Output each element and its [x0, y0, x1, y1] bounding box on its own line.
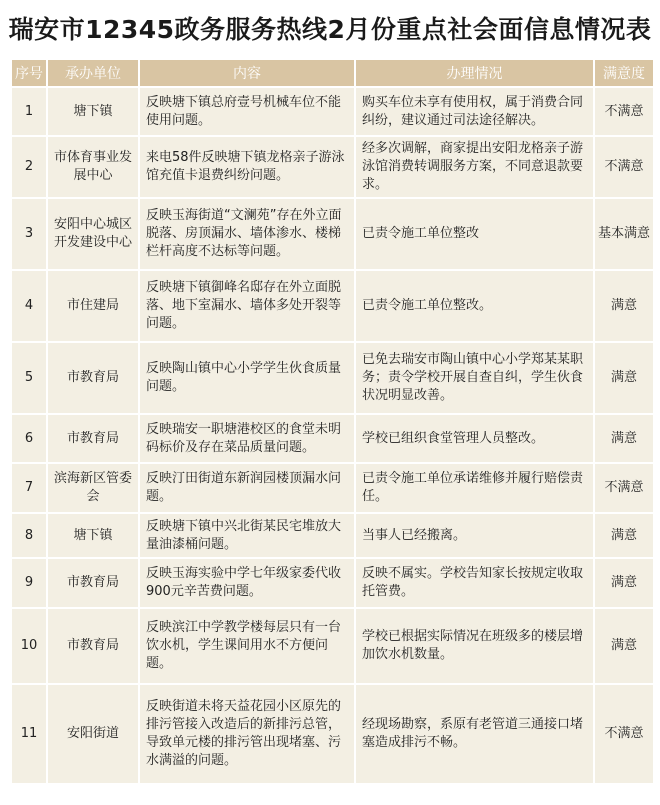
row-content: 反映瑞安一职塘港校区的食堂未明码标价及存在菜品质量问题。 — [139, 414, 355, 463]
row-number: 11 — [11, 684, 47, 784]
row-handling: 经现场勘察，系原有老管道三通接口堵塞造成排污不畅。 — [355, 684, 594, 784]
table-row — [11, 414, 654, 463]
header-unit: 承办单位 — [47, 59, 139, 87]
header-number: 序号 — [11, 59, 47, 87]
row-number: 9 — [11, 558, 47, 608]
row-number: 5 — [11, 342, 47, 414]
table-row — [11, 136, 654, 198]
row-content: 反映玉海实验中学七年级家委代收900元辛苦费问题。 — [139, 558, 355, 608]
row-content: 反映陶山镇中心小学学生伙食质量问题。 — [139, 342, 355, 414]
header-handling: 办理情况 — [355, 59, 594, 87]
table-row — [11, 558, 654, 608]
row-handling: 已责令施工单位整改。 — [355, 270, 594, 342]
table-row — [11, 463, 654, 513]
row-satisfaction: 满意 — [594, 513, 654, 558]
table-row — [11, 513, 654, 558]
row-number: 7 — [11, 463, 47, 513]
row-content: 反映塘下镇中兴北街某民宅堆放大量油漆桶问题。 — [139, 513, 355, 558]
row-content: 反映滨江中学教学楼每层只有一台饮水机，学生课间用水不方便问题。 — [139, 608, 355, 684]
row-handling: 已责令施工单位承诺维修并履行赔偿责任。 — [355, 463, 594, 513]
row-number: 2 — [11, 136, 47, 198]
row-number: 4 — [11, 270, 47, 342]
table-row — [11, 87, 654, 136]
row-handling: 购买车位未享有使用权，属于消费合同纠纷，建议通过司法途径解决。 — [355, 87, 594, 136]
row-handling: 反映不属实。学校告知家长按规定收取托管费。 — [355, 558, 594, 608]
row-satisfaction: 不满意 — [594, 87, 654, 136]
row-unit: 塘下镇 — [47, 87, 139, 136]
row-unit: 市教育局 — [47, 608, 139, 684]
row-satisfaction: 不满意 — [594, 463, 654, 513]
table-row — [11, 342, 654, 414]
row-unit: 安阳中心城区开发建设中心 — [47, 198, 139, 270]
row-content: 反映汀田街道东新润园楼顶漏水问题。 — [139, 463, 355, 513]
row-handling: 当事人已经搬离。 — [355, 513, 594, 558]
table-row — [11, 198, 654, 270]
header-content: 内容 — [139, 59, 355, 87]
row-satisfaction: 不满意 — [594, 136, 654, 198]
row-handling: 已责令施工单位整改 — [355, 198, 594, 270]
row-content: 来电58件反映塘下镇龙格亲子游泳馆充值卡退费纠纷问题。 — [139, 136, 355, 198]
row-unit: 市住建局 — [47, 270, 139, 342]
info-table — [10, 58, 655, 785]
row-unit: 市教育局 — [47, 342, 139, 414]
row-number: 6 — [11, 414, 47, 463]
row-handling: 经多次调解，商家提出安阳龙格亲子游泳馆消费转调服务方案，不同意退款要求。 — [355, 136, 594, 198]
header-satisfaction: 满意度 — [594, 59, 654, 87]
table-row — [11, 270, 654, 342]
row-satisfaction: 满意 — [594, 608, 654, 684]
row-number: 10 — [11, 608, 47, 684]
page-title: 瑞安市12345政务服务热线2月份重点社会面信息情况表 — [8, 15, 652, 44]
row-handling: 学校已组织食堂管理人员整改。 — [355, 414, 594, 463]
row-satisfaction: 满意 — [594, 558, 654, 608]
row-content: 反映塘下镇御峰名邸存在外立面脱落、地下室漏水、墙体多处开裂等问题。 — [139, 270, 355, 342]
row-content: 反映街道未将天益花园小区原先的排污管接入改造后的新排污总管，导致单元楼的排污管出现堵塞、污水满溢的问题。 — [139, 684, 355, 784]
row-unit: 安阳街道 — [47, 684, 139, 784]
row-satisfaction: 满意 — [594, 342, 654, 414]
row-content: 反映玉海街道“文澜苑”存在外立面脱落、房顶漏水、墙体渗水、楼梯栏杆高度不达标等问题。 — [139, 198, 355, 270]
row-number: 3 — [11, 198, 47, 270]
table-row — [11, 608, 654, 684]
row-unit: 塘下镇 — [47, 513, 139, 558]
row-unit: 滨海新区管委会 — [47, 463, 139, 513]
row-satisfaction: 基本满意 — [594, 198, 654, 270]
row-number: 1 — [11, 87, 47, 136]
table-row — [11, 684, 654, 784]
row-satisfaction: 不满意 — [594, 684, 654, 784]
row-handling: 学校已根据实际情况在班级多的楼层增加饮水机数量。 — [355, 608, 594, 684]
row-satisfaction: 满意 — [594, 270, 654, 342]
row-handling: 已免去瑞安市陶山镇中心小学郑某某职务；责令学校开展自查自纠，学生伙食状况明显改善。 — [355, 342, 594, 414]
row-unit: 市体育事业发展中心 — [47, 136, 139, 198]
table-body — [11, 87, 654, 784]
table-header-row — [11, 59, 654, 87]
row-unit: 市教育局 — [47, 414, 139, 463]
row-content: 反映塘下镇总府壹号机械车位不能使用问题。 — [139, 87, 355, 136]
row-number: 8 — [11, 513, 47, 558]
row-unit: 市教育局 — [47, 558, 139, 608]
row-satisfaction: 满意 — [594, 414, 654, 463]
